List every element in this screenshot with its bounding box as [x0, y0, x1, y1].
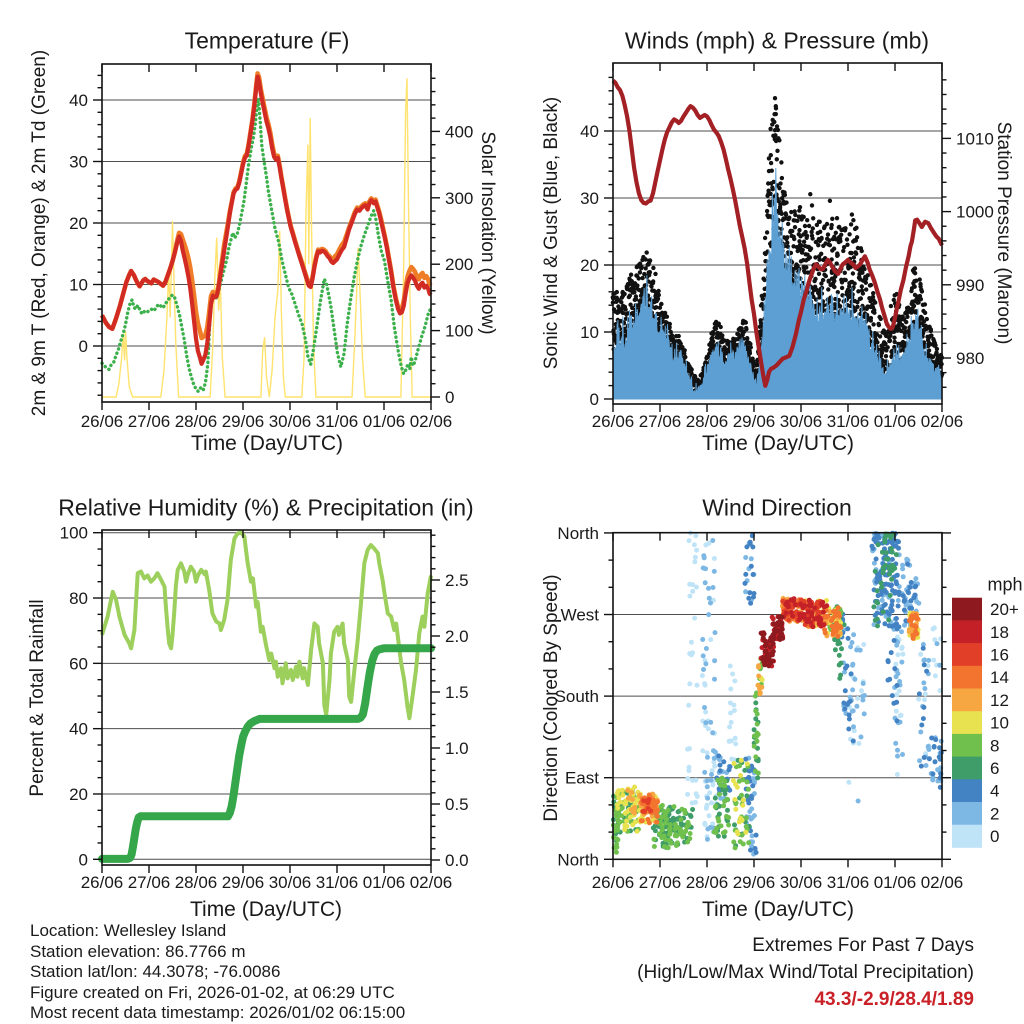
extremes-block: [637, 932, 974, 1013]
svg-text:02/06: 02/06: [920, 873, 964, 892]
svg-text:40: 40: [580, 122, 599, 141]
svg-text:27/06: 27/06: [638, 873, 682, 892]
svg-text:South: South: [554, 687, 599, 707]
svg-text:01/06: 01/06: [362, 412, 406, 431]
svg-text:1.5: 1.5: [445, 683, 469, 702]
direction-xlabel: Time (Day/UTC): [701, 898, 855, 921]
svg-text:01/06: 01/06: [873, 873, 917, 892]
svg-text:20: 20: [69, 214, 88, 233]
svg-text:400: 400: [445, 122, 474, 142]
svg-text:20+: 20+: [990, 600, 1019, 620]
svg-text:31/06: 31/06: [315, 412, 359, 431]
svg-text:14: 14: [990, 668, 1009, 688]
svg-text:North: North: [557, 523, 599, 543]
svg-text:02/06: 02/06: [409, 412, 453, 431]
svg-text:02/06: 02/06: [409, 873, 453, 892]
svg-text:0: 0: [78, 850, 88, 870]
svg-text:0: 0: [990, 827, 1000, 847]
svg-text:10: 10: [580, 323, 599, 342]
svg-text:100: 100: [59, 523, 88, 543]
svg-text:80: 80: [69, 589, 88, 609]
temperature-ylabel-left: 2m & 9m T (Red, Orange) & 2m Td (Green): [29, 49, 50, 417]
svg-text:28/06: 28/06: [685, 412, 729, 431]
winds-xlabel: Time (Day/UTC): [701, 432, 855, 455]
svg-text:02/06: 02/06: [920, 412, 964, 431]
svg-text:20: 20: [69, 784, 88, 804]
svg-text:East: East: [564, 768, 599, 788]
svg-text:29/06: 29/06: [221, 873, 265, 892]
svg-text:0.0: 0.0: [445, 851, 469, 870]
svg-text:0: 0: [445, 388, 455, 407]
svg-text:1.0: 1.0: [445, 739, 469, 758]
station-elevation: Station elevation: 86.7766 m: [30, 941, 246, 961]
direction-title: Wind Direction: [702, 494, 852, 521]
svg-text:60: 60: [69, 654, 88, 674]
svg-text:0: 0: [78, 337, 88, 356]
svg-text:40: 40: [69, 91, 88, 110]
svg-text:12: 12: [990, 690, 1009, 710]
svg-text:10: 10: [990, 713, 1009, 733]
svg-text:26/06: 26/06: [591, 412, 635, 431]
svg-text:31/06: 31/06: [826, 412, 870, 431]
winds-ylabel-right: Station Pressure (Maroon): [993, 121, 1014, 345]
svg-text:0: 0: [589, 390, 599, 409]
svg-text:29/06: 29/06: [732, 873, 776, 892]
svg-text:30/06: 30/06: [779, 412, 823, 431]
temperature-xlabel: Time (Day/UTC): [190, 432, 344, 455]
svg-text:27/06: 27/06: [127, 873, 171, 892]
svg-text:30: 30: [69, 152, 88, 172]
humidity-ylabel-left: Percent & Total Rainfall: [27, 599, 48, 797]
svg-text:2: 2: [990, 804, 1000, 824]
svg-text:29/06: 29/06: [732, 412, 776, 431]
extremes-heading: Extremes For Past 7 Days: [752, 935, 974, 956]
station-info: [30, 921, 405, 1024]
station-latlon: Station lat/lon: 44.3078; -76.0086: [30, 962, 281, 981]
svg-text:30/06: 30/06: [268, 873, 312, 892]
svg-text:16: 16: [990, 645, 1009, 665]
svg-text:300: 300: [445, 188, 474, 208]
humidity-title: Relative Humidity (%) & Precipitation (in): [58, 494, 474, 521]
humidity-precip-chart: [60, 524, 469, 892]
station-location: Location: Wellesley Island: [30, 921, 227, 940]
svg-text:10: 10: [69, 275, 88, 295]
svg-text:6: 6: [990, 758, 1000, 778]
humidity-xlabel: Time (Day/UTC): [189, 898, 343, 921]
svg-text:30: 30: [580, 189, 599, 208]
svg-text:01/06: 01/06: [362, 873, 406, 892]
svg-text:200: 200: [445, 255, 474, 275]
winds-pressure-chart: [580, 63, 994, 431]
svg-text:28/06: 28/06: [174, 412, 218, 431]
svg-text:30/06: 30/06: [268, 412, 312, 431]
direction-ylabel-left: Direction (Colored By Speed): [541, 574, 562, 822]
extremes-subheading: (High/Low/Max Wind/Total Precipitation): [637, 962, 974, 983]
svg-text:2.0: 2.0: [445, 627, 469, 646]
wind-direction-chart: [555, 524, 1019, 892]
svg-text:100: 100: [445, 321, 474, 341]
svg-text:990: 990: [956, 275, 985, 295]
svg-text:40: 40: [69, 719, 88, 739]
svg-text:31/06: 31/06: [826, 873, 870, 892]
svg-text:27/06: 27/06: [638, 412, 682, 431]
svg-text:2.5: 2.5: [445, 571, 469, 590]
svg-text:28/06: 28/06: [174, 873, 218, 892]
svg-text:28/06: 28/06: [685, 873, 729, 892]
svg-text:1010: 1010: [956, 129, 994, 149]
svg-text:North: North: [557, 850, 599, 870]
winds-title: Winds (mph) & Pressure (mb): [624, 27, 930, 54]
svg-text:26/06: 26/06: [80, 873, 124, 892]
svg-text:0.5: 0.5: [445, 795, 469, 814]
svg-text:980: 980: [956, 349, 985, 368]
svg-text:4: 4: [990, 781, 1000, 801]
svg-text:26/06: 26/06: [80, 412, 124, 431]
svg-text:8: 8: [990, 736, 1000, 756]
data-timestamp: Most recent data timestamp: 2026/01/02 06:15:00: [30, 1003, 406, 1022]
svg-text:01/06: 01/06: [873, 412, 917, 431]
svg-text:18: 18: [990, 622, 1009, 642]
svg-text:27/06: 27/06: [127, 412, 171, 431]
svg-text:31/06: 31/06: [315, 873, 359, 892]
svg-text:1000: 1000: [956, 202, 994, 222]
temperature-chart: [69, 64, 473, 431]
svg-text:29/06: 29/06: [221, 412, 265, 431]
figure-created: Figure created on Fri, 2026-01-02, at 06:29 UTC: [30, 982, 395, 1002]
svg-text:20: 20: [580, 256, 599, 275]
temperature-title: Temperature (F): [184, 27, 350, 54]
temperature-ylabel-right: Solar Insolation (Yellow): [477, 131, 498, 335]
winds-ylabel-left: Sonic Wind & Gust (Blue, Black): [541, 96, 562, 370]
extremes-values: 43.3/-2.9/28.4/1.89: [814, 989, 974, 1010]
speed-legend-title: mph: [987, 574, 1023, 595]
svg-text:26/06: 26/06: [591, 873, 635, 892]
svg-text:30/06: 30/06: [779, 873, 823, 892]
svg-text:West: West: [560, 605, 599, 625]
